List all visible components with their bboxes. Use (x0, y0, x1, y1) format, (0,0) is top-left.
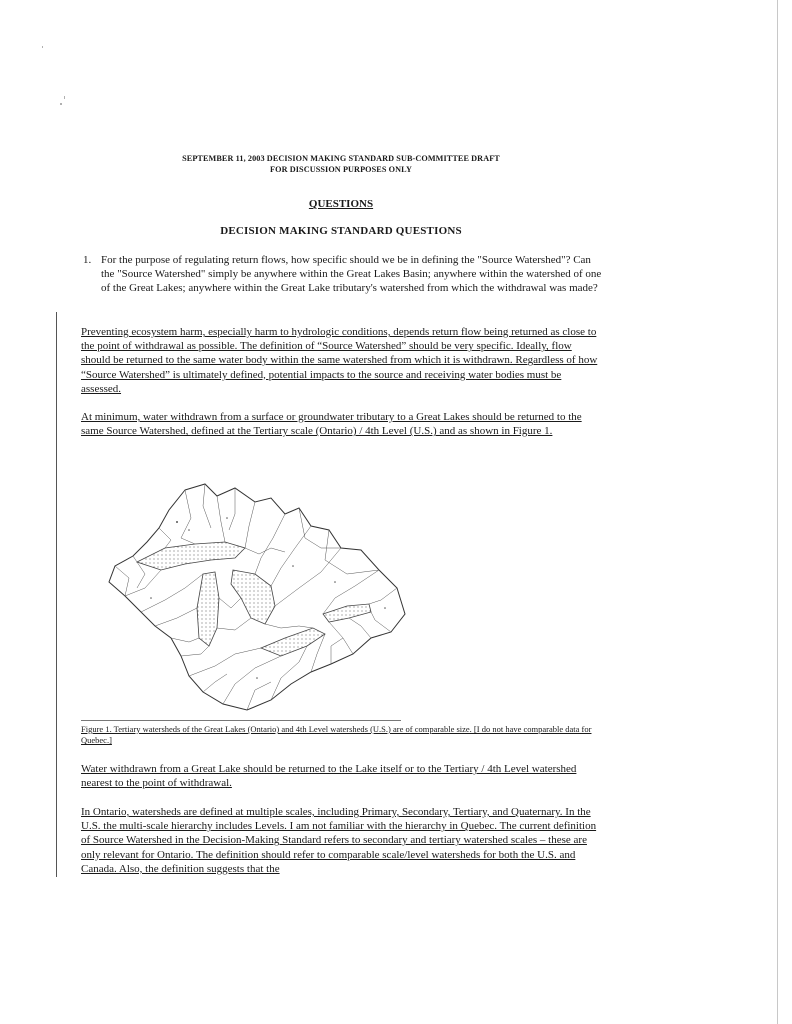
caption-rule (81, 720, 401, 721)
question-text: For the purpose of regulating return flows, how specific should we be in defining the "Source Watershed"? Can the "Source Watershed" simply be anywhere within the Great Lakes Basin; anywhere within the watershed of one of the Great Lakes; anywhere within the Great Lake tributary's watershed from which the withdrawal was made? (101, 254, 602, 294)
lake-erie (261, 628, 325, 656)
revision-change-bar (56, 312, 57, 877)
lake-superior (137, 542, 245, 570)
scan-speck (60, 103, 62, 105)
question-number: 1. (83, 254, 92, 266)
subsection-title: DECISION MAKING STANDARD QUESTIONS (220, 225, 462, 237)
great-lakes-watershed-map (85, 478, 415, 718)
response-paragraph-1: Preventing ecosystem harm, especially harm to hydrologic conditions, depends return flow being returned as close to the point of withdrawal as possible. The definition of “Source Watershed” should be very specific. Ideally, flow should be returned to the same water body within the same watershed from which it is withdrawn. Regardless of how “Source Watershed” is ultimately defined, potential impacts to the source and receiving water bodies must be assessed. (81, 326, 598, 395)
scan-edge-line (777, 0, 778, 1024)
document-header (110, 153, 572, 175)
lake-michigan (197, 572, 219, 646)
figure-caption: Figure 1. Tertiary watersheds of the Great Lakes (Ontario) and 4th Level watersheds (U.S.) are of comparable size. [I do not have comparable data for Quebec.] (81, 724, 592, 745)
lake-huron (231, 570, 275, 624)
header-line-2: FOR DISCUSSION PURPOSES ONLY (270, 165, 412, 174)
response-paragraph-2: At minimum, water withdrawn from a surface or groundwater tributary to a Great Lakes should be returned to the same Source Watershed, defined at the Tertiary scale (Ontario) / 4th Level (U.S.) and as shown in Figure 1. (81, 411, 582, 438)
response-paragraph-3: Water withdrawn from a Great Lake should be returned to the Lake itself or to the Tertiary / 4th Level watershed nearest to the point of withdrawal. (81, 763, 577, 790)
response-paragraph-4: In Ontario, watersheds are defined at multiple scales, including Primary, Secondary, Tertiary, and Quaternary. In the U.S. the multi-scale hierarchy includes Levels. I am not familiar with the hierarchy in Quebec. The current definition of Source Watershed in the Decision-Making Standard refers to secondary and tertiary watershed scales – these are only relevant for Ontario. The definition should refer to comparable scale/level watersheds for both the U.S. and Canada. Also, the definition suggests that the (81, 806, 597, 875)
scan-speck (64, 96, 65, 99)
lake-ontario (323, 604, 371, 622)
header-line-1: SEPTEMBER 11, 2003 DECISION MAKING STANDARD SUB-COMMITTEE DRAFT (182, 154, 500, 163)
section-title: QUESTIONS (308, 198, 374, 210)
scan-speck (42, 46, 43, 48)
question-1 (83, 253, 603, 295)
